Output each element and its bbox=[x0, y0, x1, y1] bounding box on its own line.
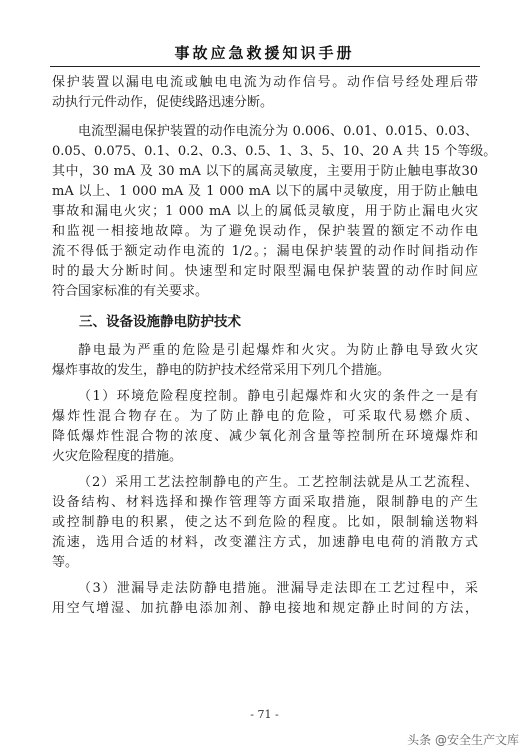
page-header-title: 事故应急救援知识手册 bbox=[174, 44, 355, 62]
text-line: 0.05、0.075、0.1、0.2、0.3、0.5、1、3、5、10、20 A 共 15 个等级。 bbox=[52, 144, 497, 159]
paragraph-1 bbox=[52, 73, 478, 113]
text-line: 降低爆炸性混合物的浓度、减少氧化剂含量等控制所在环境爆炸和 bbox=[52, 429, 478, 444]
text-line: （3）泄漏导走法防静电措施。泄漏导走法即在工艺过程中，采 bbox=[78, 581, 478, 596]
page-number: - 71 - bbox=[250, 708, 279, 721]
text-line: 或控制静电的积累，使之达不到危险的程度。比如，限制输送物料 bbox=[52, 515, 478, 530]
header-rule bbox=[50, 66, 480, 67]
text-line: 等。 bbox=[52, 555, 79, 570]
text-line: 流不得低于额定动作电流的 1/2。；漏电保护装置的动作时间指动作 bbox=[52, 244, 478, 259]
text-line: 其中，30 mA 及 30 mA 以下的属高灵敏度，主要用于防止触电事故30 bbox=[52, 164, 478, 179]
text-line: 爆炸性混合物存在。为了防止静电的危险，可采取代易燃介质、 bbox=[52, 409, 478, 424]
text-line: 电流型漏电保护装置的动作电流分为 0.006、0.01、0.015、0.03、 bbox=[78, 124, 478, 139]
text-line: 和监视一相接地故障。为了避免误动作，保护装置的额定不动作电 bbox=[52, 224, 478, 239]
text-line: 流速，选用合适的材料，改变灌注方式，加速静电电荷的消散方式 bbox=[52, 535, 478, 550]
paragraph-5 bbox=[52, 473, 478, 573]
text-line: 动执行元件动作，促使线路迅速分断。 bbox=[52, 95, 274, 110]
text-line: （2）采用工艺法控制静电的产生。工艺控制法就是从工艺流程、 bbox=[78, 475, 478, 490]
text-line: mA 以上、1 000 mA 及 1 000 mA 以下的属中灵敏度，用于防止触电 bbox=[52, 184, 478, 199]
text-line: 设备结构、材料选择和操作管理等方面采取措施，限制静电的产生 bbox=[52, 495, 478, 510]
paragraph-6 bbox=[52, 579, 478, 619]
section-heading: 三、设备设施静电防护技术 bbox=[79, 314, 241, 330]
paragraph-3 bbox=[52, 341, 478, 381]
paragraph-4 bbox=[52, 387, 478, 467]
text-line: 事故和漏电火灾；1 000 mA 以上的属低灵敏度，用于防止漏电火灾 bbox=[52, 204, 478, 219]
text-line: 时的最大分断时间。快速型和定时限型漏电保护装置的动作时间应 bbox=[52, 264, 478, 279]
page-body bbox=[52, 73, 497, 619]
text-line: 用空气增湿、加抗静电添加剂、静电接地和规定静止时间的方法， bbox=[52, 601, 478, 616]
text-line: 符合国家标准的有关要求。 bbox=[52, 284, 209, 299]
text-line: 爆炸事故的发生，静电的防护技术经常采用下列几个措施。 bbox=[52, 363, 391, 378]
text-line: 静电最为严重的危险是引起爆炸和火灾。为防止静电导致火灾 bbox=[78, 343, 478, 358]
paragraph-2 bbox=[52, 122, 497, 302]
text-line: 保护装置以漏电电流或触电电流为动作信号。动作信号经处理后带 bbox=[52, 75, 478, 90]
text-line: （1）环境危险程度控制。静电引起爆炸和火灾的条件之一是有 bbox=[78, 389, 478, 404]
watermark: 头条 @安全生产文库 bbox=[407, 733, 519, 747]
text-line: 火灾危险程度的措施。 bbox=[52, 449, 183, 464]
